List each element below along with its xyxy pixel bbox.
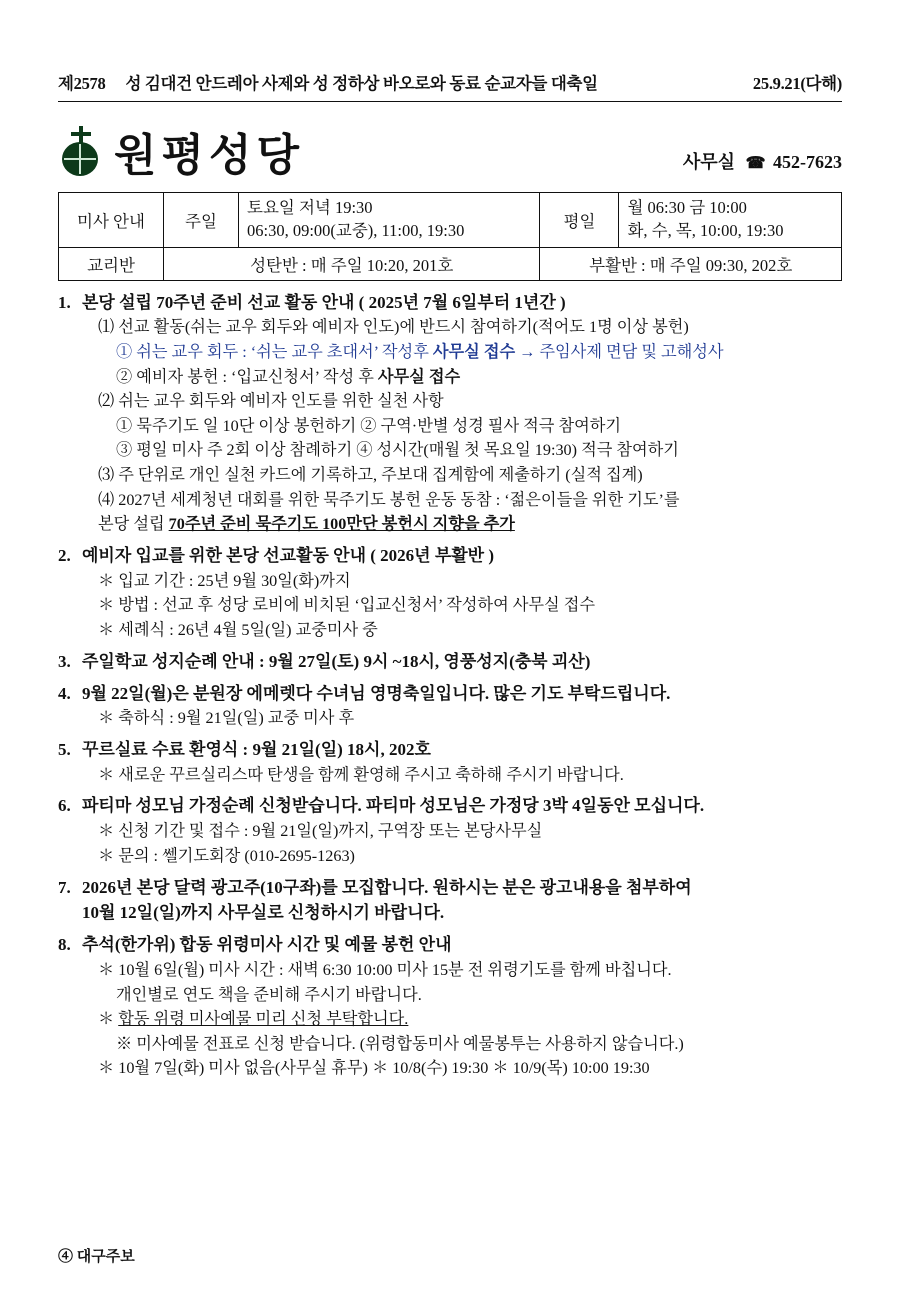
phone-icon: ☎	[745, 155, 766, 172]
notice-number: 3.	[58, 651, 71, 671]
weekday-time-line-2: 화, 수, 목, 10:00, 19:30	[627, 220, 784, 240]
feast-title: 성 김대건 안드레아 사제와 성 정하상 바오로와 동료 순교자들 대축일	[125, 74, 598, 93]
notice-body	[82, 543, 842, 643]
notice-line: ⑷ 2027년 세계청년 대회를 위한 묵주기도 봉헌 운동 동참 : ‘젊은이들을 위한 기도’를	[98, 490, 680, 509]
catechism-label: 교리반	[59, 247, 164, 280]
notice-line: ① 묵주기도 일 10단 이상 봉헌하기 ② 구역·반별 성경 필사 적극 참여하기	[116, 416, 622, 435]
notice-body	[82, 681, 842, 731]
footer-text: ④ 대구주보	[58, 1249, 135, 1265]
notice-line: ＊ 방법 : 선교 후 성당 로비에 비치된 ‘입교신청서’ 작성하여 사무실 접수	[98, 596, 595, 615]
notice-line: ① 쉬는 교우 회두 : ‘쉬는 교우 초대서’ 작성후 사무실 접수 → 주임사제 면담 및 고해성사	[116, 342, 724, 361]
notice-number: 8.	[58, 935, 71, 955]
weekday-time-line-1: 월 06:30 금 10:00	[627, 198, 747, 217]
notice-line: ＊ 새로운 꾸르실리스따 탄생을 함께 환영해 주시고 축하해 주시기 바랍니다.	[98, 765, 624, 784]
notice-item	[58, 649, 842, 675]
notice-heading: 본당 설립 70주년 준비 선교 활동 안내 ( 2025년 7월 6일부터 1년간 )	[82, 292, 566, 312]
notice-item	[58, 737, 842, 787]
notice-body	[82, 737, 842, 787]
notice-list	[58, 290, 842, 1082]
notice-line: ＊ 합동 위령 미사예물 미리 신청 부탁합니다.	[98, 1010, 409, 1029]
notice-heading: 9월 22일(월)은 분원장 에메렛다 수녀님 영명축일입니다. 많은 기도 부탁드립니다.	[82, 683, 671, 703]
notice-number: 4.	[58, 683, 71, 703]
mass-schedule-table	[58, 192, 842, 281]
header-top-line	[58, 0, 842, 94]
issue-date: 25.9.21(다해)	[752, 74, 842, 93]
notice-number: 2.	[58, 545, 71, 565]
notice-number: 1.	[58, 292, 71, 312]
notice-heading-cont: 10월 12일(일)까지 사무실로 신청하시기 바랍니다.	[82, 903, 445, 923]
notice-line: ＊ 문의 : 쎌기도회장 (010-2695-1263)	[98, 846, 355, 865]
weekday-times	[619, 193, 842, 248]
header-divider	[58, 101, 842, 102]
notice-item	[58, 290, 842, 537]
office-contact	[683, 148, 842, 178]
office-label: 사무실	[682, 152, 736, 172]
notice-heading: 예비자 입교를 위한 본당 선교활동 안내 ( 2026년 부활반 )	[82, 545, 495, 565]
notice-line: ⑵ 쉬는 교우 회두와 예비자 인도를 위한 실천 사항	[98, 392, 444, 411]
table-row	[59, 193, 842, 248]
notice-line: 개인별로 연도 책을 준비해 주시기 바랍니다.	[116, 985, 422, 1004]
notice-item	[58, 793, 842, 868]
notice-line: ＊ 10월 6일(월) 미사 시간 : 새벽 6:30 10:00 미사 15분 전 위령기도를 함께 바칩니다.	[98, 960, 672, 979]
office-phone: 452-7623	[773, 152, 842, 172]
sunday-label: 주일	[164, 193, 239, 248]
sunday-time-line-2: 06:30, 09:00(교중), 11:00, 19:30	[247, 220, 465, 240]
notice-line: 본당 설립 70주년 준비 묵주기도 100만단 봉헌시 지향을 추가	[98, 515, 515, 534]
notice-body	[82, 875, 842, 927]
table-row	[59, 247, 842, 280]
notice-number: 6.	[58, 796, 71, 816]
mass-guide-label: 미사 안내	[59, 193, 164, 248]
notice-heading: 꾸르실료 수료 환영식 : 9월 21일(일) 18시, 202호	[82, 739, 431, 759]
notice-item	[58, 875, 842, 927]
weekday-label: 평일	[540, 193, 619, 248]
notice-body	[82, 649, 842, 675]
notice-line: ＊ 10월 7일(화) 미사 없음(사무실 휴무) ＊ 10/8(수) 19:30 ＊ 10/9(목) 10:00 19:30	[98, 1059, 650, 1078]
notice-item	[58, 932, 842, 1081]
notice-line: ⑶ 주 단위로 개인 실천 카드에 기록하고, 주보대 집계함에 제출하기 (실적 집계)	[98, 466, 643, 485]
issue-number: 제2578	[58, 74, 106, 93]
notice-line: ③ 평일 미사 주 2회 이상 참례하기 ④ 성시간(매월 첫 목요일 19:30) 적극 참여하기	[116, 441, 679, 460]
sunday-time-line-1: 토요일 저녁 19:30	[247, 198, 373, 217]
notice-body	[82, 793, 842, 868]
notice-heading: 추석(한가위) 합동 위령미사 시간 및 예물 봉헌 안내	[82, 935, 452, 955]
notice-line: ＊ 신청 기간 및 접수 : 9월 21일(일)까지, 구역장 또는 본당사무실	[98, 822, 543, 841]
notice-line: ② 예비자 봉헌 : ‘입교신청서’ 작성 후 사무실 접수	[116, 367, 461, 386]
church-cross-globe-icon	[58, 126, 104, 178]
notice-line: ※ 미사예물 전표로 신청 받습니다. (위령합동미사 예물봉투는 사용하지 않습니다.)	[116, 1034, 684, 1053]
church-name: 원평성당	[114, 131, 305, 180]
easter-class: 부활반 : 매 주일 09:30, 202호	[540, 247, 842, 280]
notice-line: ＊ 입교 기간 : 25년 9월 30일(화)까지	[98, 571, 351, 590]
notice-item	[58, 681, 842, 731]
notice-body	[82, 932, 842, 1081]
notice-heading: 파티마 성모님 가정순례 신청받습니다. 파티마 성모님은 가정당 3박 4일동안 모십니다.	[82, 796, 705, 816]
christmas-class: 성탄반 : 매 주일 10:20, 201호	[164, 247, 540, 280]
title-row	[58, 116, 842, 178]
sunday-times	[239, 193, 540, 248]
notice-line: ＊ 축하식 : 9월 21일(일) 교중 미사 후	[98, 709, 355, 728]
notice-heading: 주일학교 성지순례 안내 : 9월 27일(토) 9시 ~18시, 영풍성지(충북 괴산)	[82, 651, 591, 671]
notice-number: 7.	[58, 877, 71, 897]
notice-number: 5.	[58, 739, 71, 759]
notice-line: ⑴ 선교 활동(쉬는 교우 회두와 예비자 인도)에 반드시 참여하기(적어도 1명 이상 봉헌)	[98, 318, 689, 337]
notice-item	[58, 543, 842, 643]
notice-body	[82, 290, 842, 537]
notice-line: ＊ 세례식 : 26년 4월 5일(일) 교중미사 중	[98, 621, 378, 640]
notice-heading: 2026년 본당 달력 광고주(10구좌)를 모집합니다. 원하시는 분은 광고내용을 첨부하여	[82, 877, 692, 897]
